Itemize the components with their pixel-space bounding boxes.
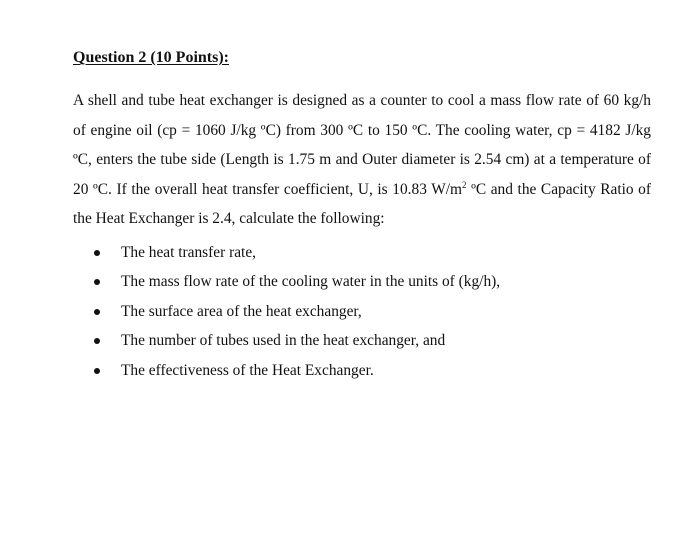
bullet-icon xyxy=(94,338,100,344)
question-text-part-2: ºC and the Capacity Ratio of the Heat Exchanger is 2.4, calculate the following: xyxy=(73,180,651,227)
task-item-label: The surface area of the heat exchanger, xyxy=(121,302,362,320)
task-item-surface-area xyxy=(73,297,651,327)
task-item-effectiveness xyxy=(73,356,651,386)
task-item-number-of-tubes xyxy=(73,326,651,356)
task-item-label: The effectiveness of the Heat Exchanger. xyxy=(121,361,374,379)
task-item-label: The number of tubes used in the heat exchanger, and xyxy=(121,332,446,349)
squared-superscript: 2 xyxy=(461,179,467,190)
question-heading: Question 2 (10 Points): xyxy=(73,49,229,66)
bullet-icon xyxy=(94,279,100,285)
question-text-part-1: A shell and tube heat exchanger is designed as a counter to cool a mass flow rate of 60 kg/h of engine oil (cp = 1060 J/kg ºC) from 300 ºC to 150 ºC. The cooling water, cp = 4182 J/kg ºC, enters the tube side (Length is 1.75 m and Outer diameter is 2.54 cm) at a temperature of 20 ºC. If the overall heat transfer coefficient, U, is 10.83 W/m xyxy=(73,92,651,198)
task-item-mass-flow-rate xyxy=(73,267,651,297)
question-block xyxy=(73,48,651,385)
task-item-label: The heat transfer rate, xyxy=(121,243,257,261)
task-item-label: The mass flow rate of the cooling water in the units of (kg/h), xyxy=(121,273,501,290)
task-item-heat-transfer-rate xyxy=(73,238,651,268)
task-list xyxy=(73,238,651,386)
bullet-icon xyxy=(94,368,100,374)
bullet-icon xyxy=(94,309,100,315)
question-paragraph xyxy=(73,86,651,234)
bullet-icon xyxy=(94,250,100,256)
